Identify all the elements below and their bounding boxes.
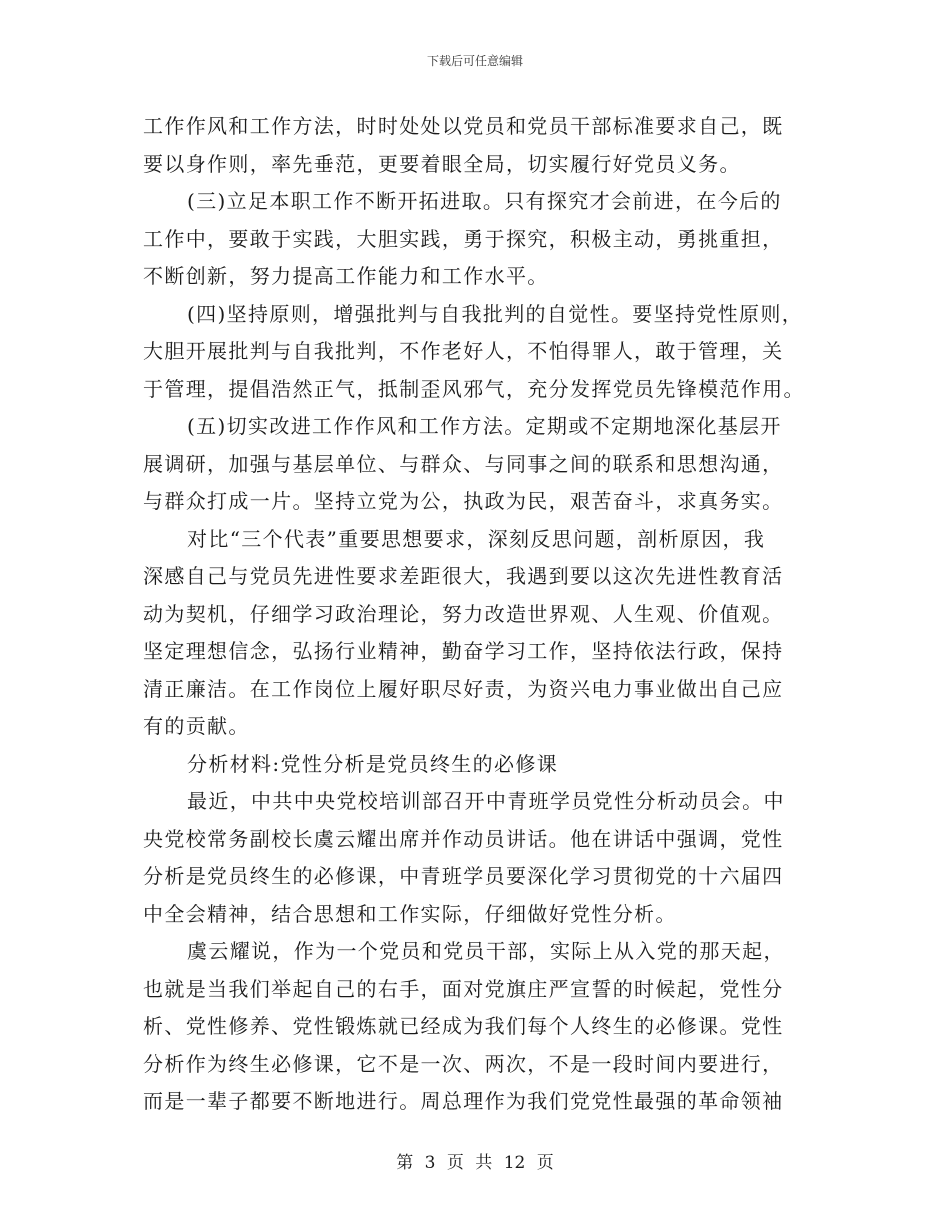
document-body [143,108,811,1121]
text-line: 与群众打成一片。坚持立党为公，执政为民，艰苦奋斗，求真务实。 [143,489,784,513]
text-line: 大胆开展批判与自我批判，不作老好人，不怕得罪人，敢于管理，关 [143,339,784,363]
section-heading: 分析材料:党性分析是党员终生的必修课 [187,751,559,776]
text-line: 分析是党员终生的必修课，中青班学员要深化学习贯彻党的十六届四 [143,864,784,888]
text-line: 而是一辈子都要不断地进行。周总理作为我们党党性最强的革命领袖 [143,1089,784,1113]
text-line: 央党校常务副校长虞云耀出席并作动员讲话。他在讲话中强调，党性 [143,826,784,851]
text-line: (四)坚持原则，增强批判与自我批判的自觉性。要坚持党性原则， [187,301,804,326]
text-line: 坚定理想信念，弘扬行业精神，勤奋学习工作，坚持依法行政，保持 [143,639,784,663]
text-line: 虞云耀说，作为一个党员和党员干部，实际上从入党的那天起， [187,939,785,963]
text-line: 于管理，提倡浩然正气，抵制歪风邪气，充分发挥党员先锋模范作用。 [143,376,805,401]
text-line: (三)立足本职工作不断开拓进取。只有探究才会前进，在今后的 [187,189,782,213]
page-header: 下载后可任意编辑 [426,54,523,68]
text-line: 不断创新，努力提高工作能力和工作水平。 [143,264,549,288]
text-line: 也就是当我们举起自己的右手，面对党旗庄严宣誓的时候起，党性分 [143,976,784,1001]
text-line: 分析作为终生必修课，它不是一次、两次，不是一段时间内要进行， [143,1051,784,1076]
text-line: 清正廉洁。在工作岗位上履好职尽好责，为资兴电力事业做出自己应 [143,676,784,701]
text-line: 析、党性修养、党性锻炼就已经成为我们每个人终生的必修课。党性 [143,1014,784,1038]
page-number: 第 3 页 共 12 页 [396,1153,554,1173]
text-line: 深感自己与党员先进性要求差距很大，我遇到要以这次先进性教育活 [143,564,784,588]
text-line: (五)切实改进工作作风和工作方法。定期或不定期地深化基层开 [187,414,782,438]
text-line: 展调研，加强与基层单位、与群众、与同事之间的联系和思想沟通， [143,451,784,476]
text-line: 对比“三个代表”重要思想要求，深刻反思问题，剖析原因，我 [187,526,766,551]
text-line: 动为契机，仔细学习政治理论，努力改造世界观、人生观、价值观。 [143,601,784,626]
text-line: 要以身作则，率先垂范，更要着眼全局，切实履行好党员义务。 [143,151,741,176]
text-line: 工作作风和工作方法，时时处处以党员和党员干部标准要求自己，既 [143,114,784,138]
text-line: 工作中，要敢于实践，大胆实践，勇于探究，积极主动，勇挑重担， [143,226,784,251]
text-line: 最近，中共中央党校培训部召开中青班学员党性分析动员会。中 [187,789,785,813]
text-line: 中全会精神，结合思想和工作实际，仔细做好党性分析。 [143,901,677,926]
text-line: 有的贡献。 [143,714,250,738]
